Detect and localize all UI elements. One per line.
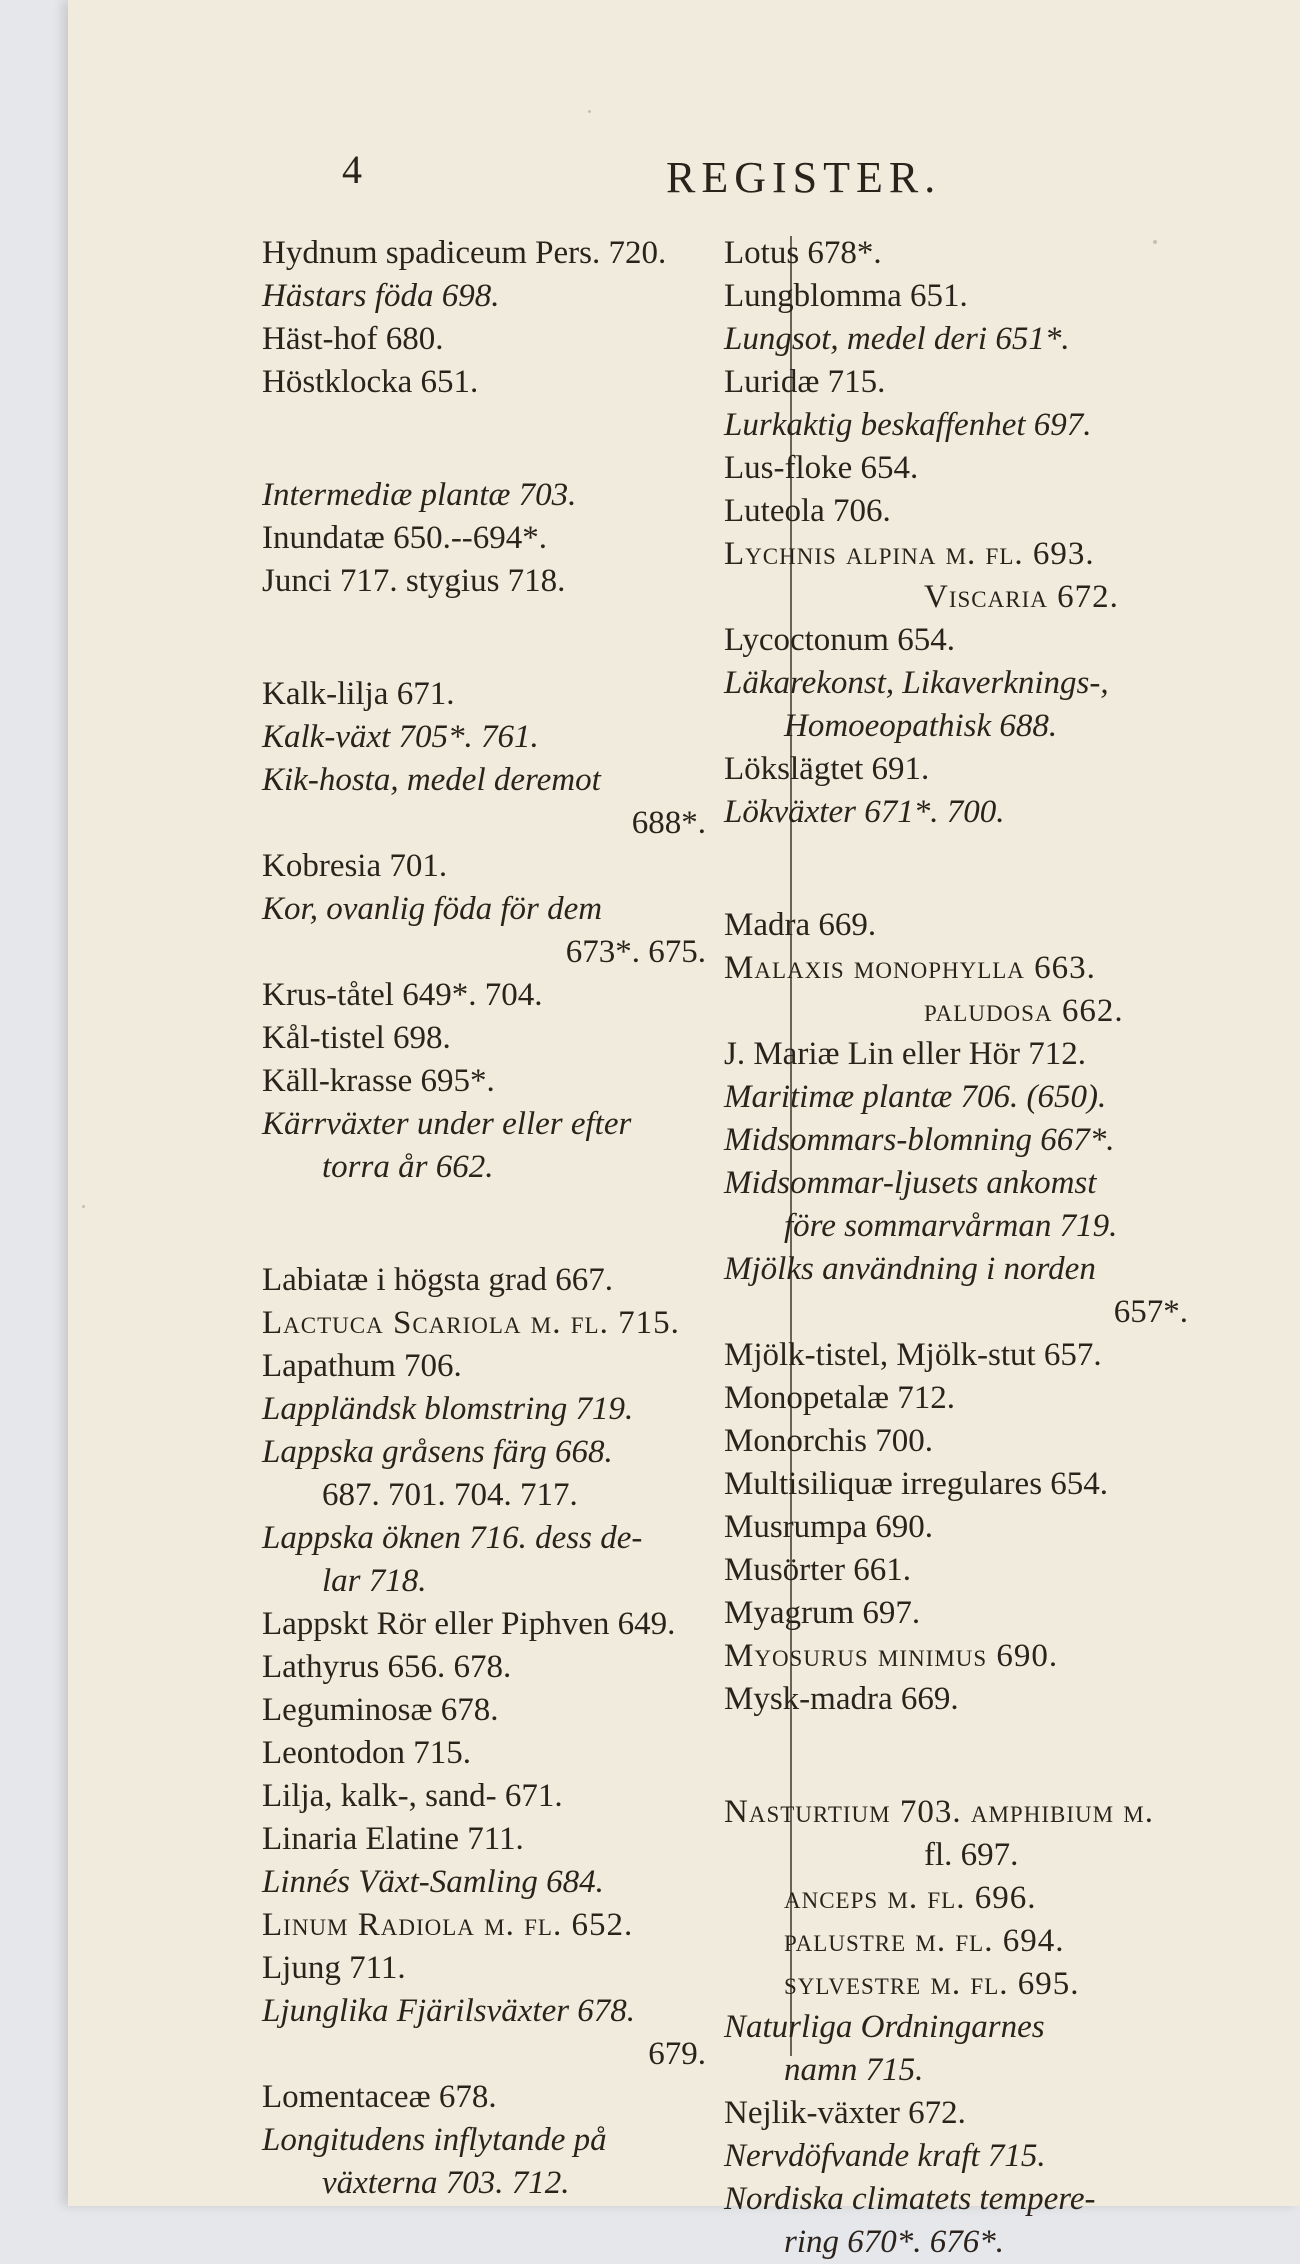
index-entry: Luteola 706. (724, 493, 891, 529)
index-entry: Leontodon 715. (262, 1735, 471, 1771)
index-entry: 688*. (631, 805, 706, 841)
index-entry: Maritimæ plantæ 706. (650). (724, 1079, 1107, 1115)
index-entry: Lycoctonum 654. (724, 622, 955, 658)
index-entry: Lus-floke 654. (724, 450, 919, 486)
index-entry: 679. (648, 2036, 706, 2072)
index-entry: växterna 703. 712. (322, 2165, 570, 2201)
index-entry: Lathyrus 656. 678. (262, 1649, 512, 1685)
index-entry: Nasturtium 703. amphibium m. (724, 1794, 1155, 1830)
index-entry: Ljung 711. (262, 1950, 406, 1986)
index-entry: Lapathum 706. (262, 1348, 462, 1384)
index-entry: Inundatæ 650.--694*. (262, 520, 548, 556)
index-entry: Myagrum 697. (724, 1595, 921, 1631)
index-column-left (262, 232, 722, 2205)
index-entry: 657*. (1113, 1294, 1188, 1330)
index-entry: ring 670*. 676*. (784, 2224, 1005, 2260)
index-entry: Lungsot, medel deri 651*. (724, 321, 1070, 357)
index-entry: anceps m. fl. 696. (784, 1880, 1037, 1916)
index-entry: lar 718. (322, 1563, 427, 1599)
index-entry: paludosa 662. (924, 993, 1124, 1029)
index-entry: Lotus 678*. (724, 235, 882, 271)
index-entry: torra år 662. (322, 1149, 494, 1185)
index-entry: Lappska gråsens färg 668. (262, 1434, 613, 1470)
index-entry: Hästars föda 698. (262, 278, 500, 314)
index-entry: fl. 697. (924, 1837, 1019, 1873)
index-entry: Linnés Växt-Samling 684. (262, 1864, 604, 1900)
index-entry: Lomentaceæ 678. (262, 2079, 497, 2115)
index-entry: Nejlik-växter 672. (724, 2095, 966, 2131)
page-title: REGISTER. (666, 153, 942, 202)
paper-speck (82, 1205, 85, 1208)
index-entry: Monopetalæ 712. (724, 1380, 955, 1416)
index-entry: 687. 701. 704. 717. (322, 1477, 578, 1513)
index-entry: Lactuca Scariola m. fl. 715. (262, 1305, 680, 1341)
index-entry: Kalk-växt 705*. 761. (262, 719, 539, 755)
paper-speck (588, 110, 591, 113)
index-entry: Malaxis monophylla 663. (724, 950, 1096, 986)
index-entry: Lurkaktig beskaffenhet 697. (724, 407, 1092, 443)
index-entry: Naturliga Ordningarnes (724, 2009, 1045, 2045)
index-entry: Leguminosæ 678. (262, 1692, 499, 1728)
index-entry: Häst-hof 680. (262, 321, 444, 357)
index-entry: Kalk-lilja 671. (262, 676, 455, 712)
index-entry: Lappska öknen 716. dess de- (262, 1520, 643, 1556)
index-entry: Lychnis alpina m. fl. 693. (724, 536, 1095, 572)
index-entry: Midsommar-ljusets ankomst (724, 1165, 1097, 1201)
index-entry: Lilja, kalk-, sand- 671. (262, 1778, 563, 1814)
index-entry: Ljunglika Fjärilsväxter 678. (262, 1993, 636, 2029)
index-entry: Kärrväxter under eller efter (262, 1106, 632, 1142)
index-entry: Höstklocka 651. (262, 364, 479, 400)
index-entry: Kobresia 701. (262, 848, 448, 884)
index-entry: Linum Radiola m. fl. 652. (262, 1907, 634, 1943)
index-entry: Nervdöfvande kraft 715. (724, 2138, 1046, 2174)
index-entry: Longitudens inflytande på (262, 2122, 607, 2158)
index-entry: Myosurus minimus 690. (724, 1638, 1059, 1674)
index-entry: Lungblomma 651. (724, 278, 968, 314)
index-entry: Kik-hosta, medel deremot (262, 762, 601, 798)
index-entry: Multisiliquæ irregulares 654. (724, 1466, 1109, 1502)
index-entry: Luridæ 715. (724, 364, 886, 400)
index-entry: Madra 669. (724, 907, 877, 943)
index-entry: sylvestre m. fl. 695. (784, 1966, 1080, 2002)
index-entry: Intermediæ plantæ 703. (262, 477, 577, 513)
index-entry: Labiatæ i högsta grad 667. (262, 1262, 614, 1298)
index-entry: Mjölk-tistel, Mjölk-stut 657. (724, 1337, 1102, 1373)
index-entry: Mjölks användning i norden (724, 1251, 1096, 1287)
index-entry: Kor, ovanlig föda för dem (262, 891, 603, 927)
index-entry: J. Mariæ Lin eller Hör 712. (724, 1036, 1087, 1072)
index-entry: 673*. 675. (565, 934, 706, 970)
index-entry: Nordiska climatets tempere- (724, 2181, 1096, 2217)
index-entry: palustre m. fl. 694. (784, 1923, 1065, 1959)
index-entry: Lappskt Rör eller Piphven 649. (262, 1606, 676, 1642)
index-entry: Krus-tåtel 649*. 704. (262, 977, 543, 1013)
index-entry: Junci 717. stygius 718. (262, 563, 566, 599)
page-number: 4 (342, 147, 362, 192)
index-entry: Lappländsk blomstring 719. (262, 1391, 634, 1427)
index-entry: Lökslägtet 691. (724, 751, 930, 787)
index-column-right (724, 232, 1204, 2264)
index-entry: Musörter 661. (724, 1552, 911, 1588)
index-entry: Läkarekonst, Likaverknings-, (724, 665, 1109, 701)
index-entry: Midsommars-blomning 667*. (724, 1122, 1115, 1158)
index-entry: namn 715. (784, 2052, 924, 2088)
index-entry: Käll-krasse 695*. (262, 1063, 495, 1099)
index-entry: Musrumpa 690. (724, 1509, 933, 1545)
index-entry: Viscaria 672. (924, 579, 1119, 615)
index-entry: Lökväxter 671*. 700. (724, 794, 1005, 830)
index-entry: Mysk-madra 669. (724, 1681, 959, 1717)
index-entry: före sommarvårman 719. (784, 1208, 1118, 1244)
index-entry: Linaria Elatine 711. (262, 1821, 524, 1857)
index-entry: Hydnum spadiceum Pers. 720. (262, 235, 667, 271)
index-entry: Homoeopathisk 688. (784, 708, 1058, 744)
index-entry: Monorchis 700. (724, 1423, 933, 1459)
index-entry: Kål-tistel 698. (262, 1020, 451, 1056)
